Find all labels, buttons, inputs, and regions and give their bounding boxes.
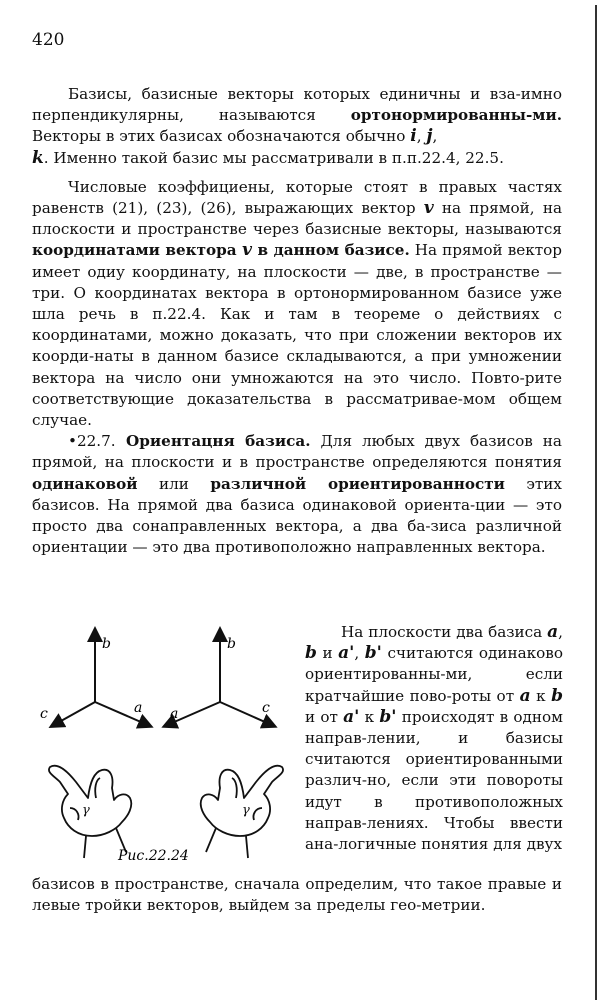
page-edge-rule bbox=[595, 5, 597, 1000]
right-label-b: b bbox=[227, 636, 236, 652]
right-angle-label: γ bbox=[242, 803, 250, 818]
right-basis-diagram bbox=[165, 630, 274, 726]
paragraph-coordinates: Числовые коэффициены, которые стоят в правых частях равенств (21), (23), (26), выражающих вектор v на прямой, на плоскости и пространстве через базисные векторы, называются координатами вектора v в данном базисе. На прямой вектор имеет одиу координату, на плоскости — две, в пространстве — три. О координатах вектора в ортонормированном базисе уже шла речь в п.22.4. Как и там в теореме о действиях с координатами, можно доказать, что при сложении векторов их коорди-наты в данном базисе складываются, а при умножении вектора на число они умножаются на это число. Повто-рите соответствующие доказательства в рассматривае-мом общем случае. bbox=[32, 177, 562, 430]
main-text bbox=[32, 84, 562, 558]
left-angle-label: γ bbox=[82, 803, 90, 818]
paragraph-space: базисов в пространстве, сначала определим, что такое правые и левые тройки векторов, выйдем за пределы гео-метрии. bbox=[32, 875, 562, 915]
figure-basis-orientation bbox=[30, 622, 312, 872]
right-hand-illustration bbox=[201, 766, 283, 858]
paragraph-orthonormal: Базисы, базисные векторы которых единичны и вза-имно перпендикулярны, называются ортонормированны-ми. Векторы в этих базисах обозначаются обычно i, j, k. Именно такой базис мы рассматривали в п.п.22.4, 22.5. bbox=[32, 85, 562, 168]
left-label-c: c bbox=[40, 706, 48, 722]
paragraph-plane: На плоскости два базиса a, b и a', b' считаются одинаково ориентированны-ми, если кратчайшие пово-роты от a к b и от a' к b' происходят в одном направ-лении, и базисы считаются ориентированными различ-но, если эти повороты идут в противоположных направ-лениях. Чтобы ввести ана-логичные понятия для двух bbox=[305, 622, 563, 854]
figure-caption: Рис.22.24 bbox=[118, 848, 189, 864]
left-vector-c bbox=[52, 702, 95, 726]
right-label-a: a bbox=[170, 706, 179, 722]
page-number: 420 bbox=[32, 30, 65, 50]
plane-orientation-text bbox=[305, 622, 563, 855]
paragraph-orientation: •22.7. Ориентацня базиса. Для любых двух базисов на прямой, на плоскости и в пространстве определяются понятия одинаковой или различной ориентированности этих базисов. На прямой два базиса одинаковой ориента-ции — это просто два сонаправленных вектора, а два ба-зиса различной ориентации — это два противоположно направленных вектора. bbox=[32, 432, 562, 557]
right-label-c: c bbox=[262, 700, 270, 716]
left-hand-illustration bbox=[49, 766, 131, 858]
left-label-a: a bbox=[134, 700, 143, 716]
left-label-b: b bbox=[102, 636, 111, 652]
